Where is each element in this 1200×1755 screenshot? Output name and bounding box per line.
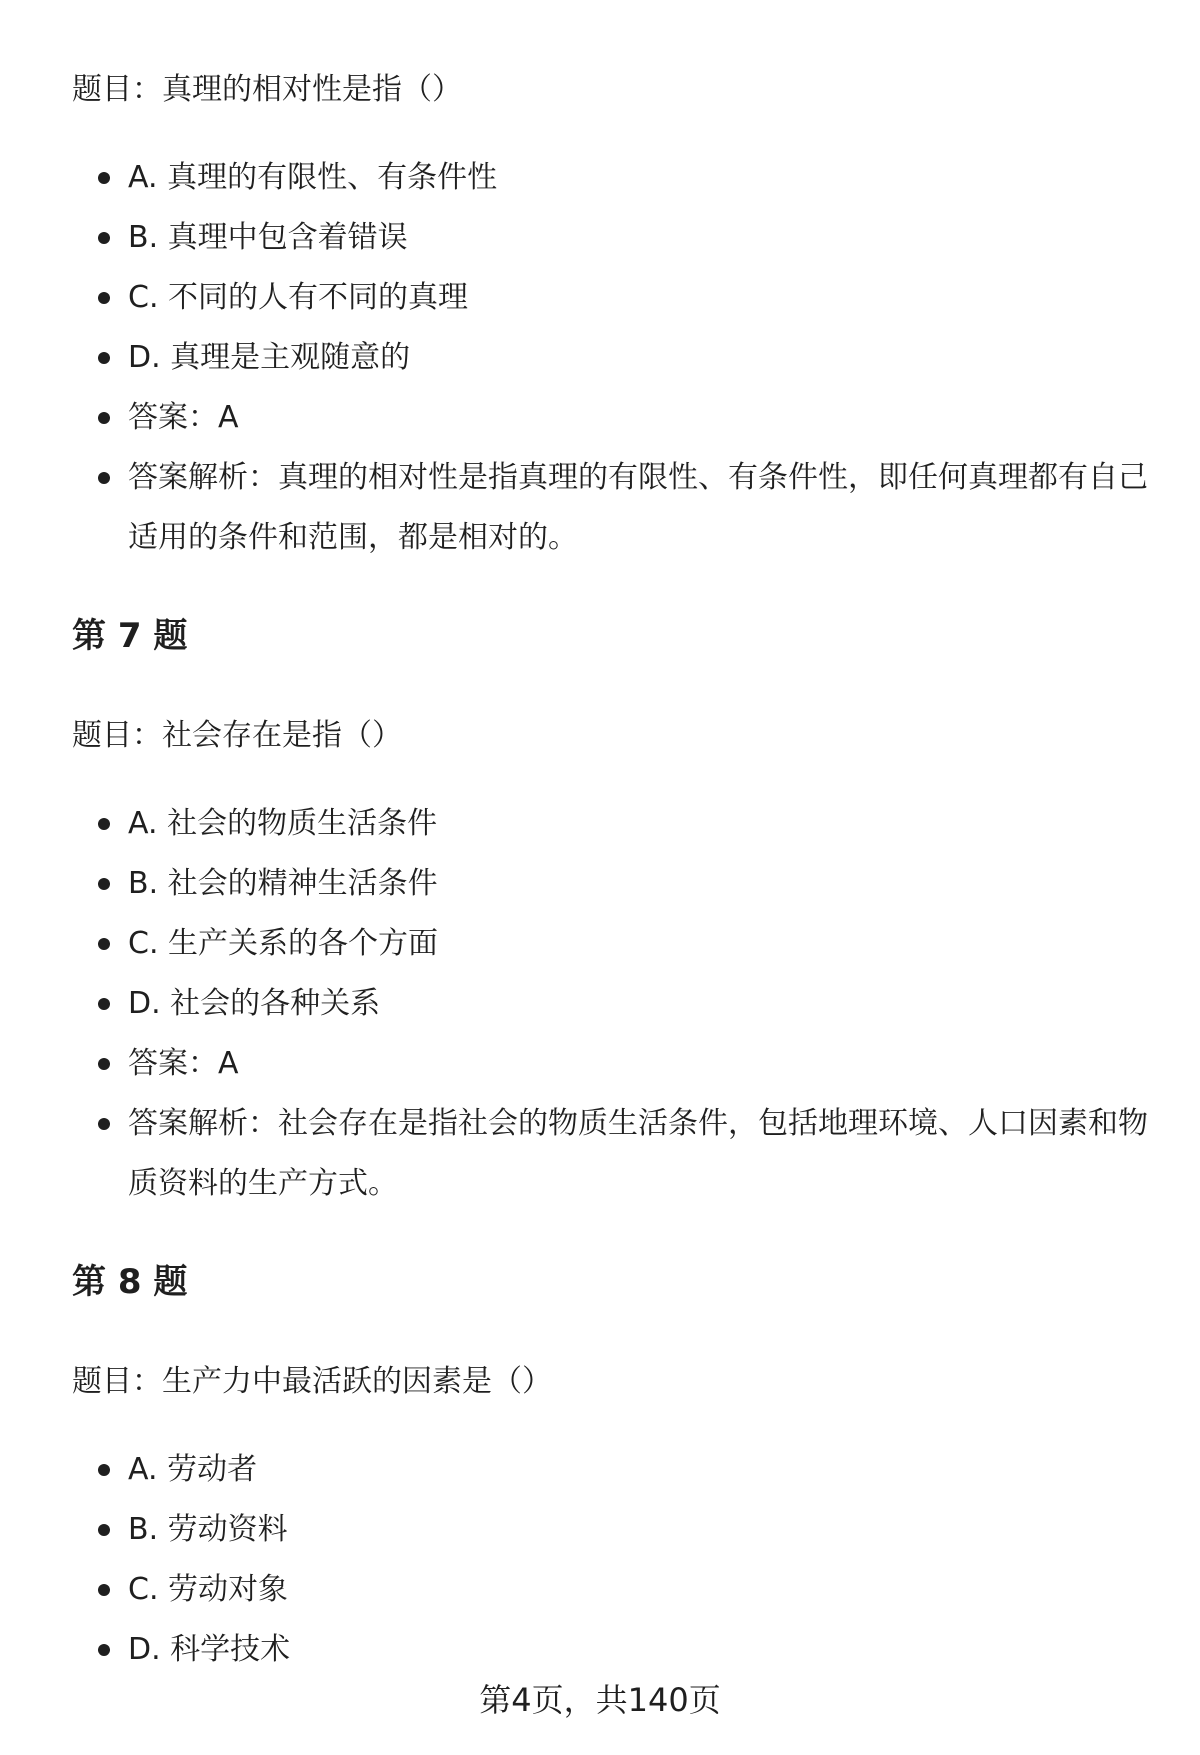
option-d bbox=[72, 974, 1152, 1034]
answer-explanation bbox=[72, 1094, 1152, 1214]
option-d bbox=[72, 1620, 1152, 1680]
question-7-text: 题目：社会存在是指（） bbox=[72, 718, 402, 753]
option-c bbox=[72, 1560, 1152, 1620]
options-list bbox=[72, 1440, 1152, 1680]
question-6-block bbox=[72, 70, 1152, 110]
option-text: D. 科学技术 bbox=[128, 1632, 291, 1667]
answer bbox=[72, 1034, 1152, 1094]
option-c bbox=[72, 268, 1152, 328]
question-8-block bbox=[72, 1362, 1152, 1402]
option-text: D. 真理是主观随意的 bbox=[128, 340, 411, 375]
question-8-text: 题目：生产力中最活跃的因素是（） bbox=[72, 1364, 552, 1399]
option-d bbox=[72, 328, 1152, 388]
option-text: C. 劳动对象 bbox=[128, 1572, 289, 1607]
bullet-icon bbox=[98, 1524, 110, 1536]
question-8-options bbox=[72, 1440, 1152, 1680]
option-text: A. 劳动者 bbox=[128, 1452, 258, 1487]
option-a bbox=[72, 1440, 1152, 1500]
bullet-icon bbox=[98, 412, 110, 424]
bullet-icon bbox=[98, 1644, 110, 1656]
bullet-icon bbox=[98, 1464, 110, 1476]
question-6-options bbox=[72, 148, 1152, 568]
option-text: D. 社会的各种关系 bbox=[128, 986, 381, 1021]
explanation-text: 答案解析：社会存在是指社会的物质生活条件，包括地理环境、人口因素和物质资料的生产方式。 bbox=[128, 1106, 1148, 1201]
option-text: C. 不同的人有不同的真理 bbox=[128, 280, 469, 315]
bullet-icon bbox=[98, 172, 110, 184]
option-text: A. 真理的有限性、有条件性 bbox=[128, 160, 498, 195]
explanation-text: 答案解析：真理的相对性是指真理的有限性、有条件性，即任何真理都有自己适用的条件和范围，都是相对的。 bbox=[128, 460, 1148, 555]
options-list bbox=[72, 794, 1152, 1214]
option-text: B. 劳动资料 bbox=[128, 1512, 288, 1547]
option-c bbox=[72, 914, 1152, 974]
question-8-heading: 第 8 题 bbox=[72, 1262, 188, 1302]
options-list bbox=[72, 148, 1152, 568]
answer-explanation bbox=[72, 448, 1152, 568]
option-b bbox=[72, 208, 1152, 268]
option-a bbox=[72, 148, 1152, 208]
option-b bbox=[72, 1500, 1152, 1560]
option-a bbox=[72, 794, 1152, 854]
bullet-icon bbox=[98, 818, 110, 830]
page-footer: 第4页，共140页 bbox=[479, 1681, 721, 1719]
option-text: C. 生产关系的各个方面 bbox=[128, 926, 439, 961]
bullet-icon bbox=[98, 352, 110, 364]
bullet-icon bbox=[98, 292, 110, 304]
bullet-icon bbox=[98, 938, 110, 950]
bullet-icon bbox=[98, 998, 110, 1010]
answer-text: 答案：A bbox=[128, 400, 239, 435]
question-7-block bbox=[72, 716, 1152, 756]
bullet-icon bbox=[98, 1118, 110, 1130]
answer bbox=[72, 388, 1152, 448]
bullet-icon bbox=[98, 1584, 110, 1596]
bullet-icon bbox=[98, 878, 110, 890]
question-8-heading-block bbox=[72, 1260, 1152, 1304]
question-7-options bbox=[72, 794, 1152, 1214]
question-6-text: 题目：真理的相对性是指（） bbox=[72, 72, 462, 107]
answer-text: 答案：A bbox=[128, 1046, 239, 1081]
option-b bbox=[72, 854, 1152, 914]
question-7-heading-block bbox=[72, 614, 1152, 658]
bullet-icon bbox=[98, 232, 110, 244]
option-text: B. 社会的精神生活条件 bbox=[128, 866, 438, 901]
option-text: B. 真理中包含着错误 bbox=[128, 220, 408, 255]
option-text: A. 社会的物质生活条件 bbox=[128, 806, 438, 841]
bullet-icon bbox=[98, 1058, 110, 1070]
question-7-heading: 第 7 题 bbox=[72, 616, 188, 656]
bullet-icon bbox=[98, 472, 110, 484]
